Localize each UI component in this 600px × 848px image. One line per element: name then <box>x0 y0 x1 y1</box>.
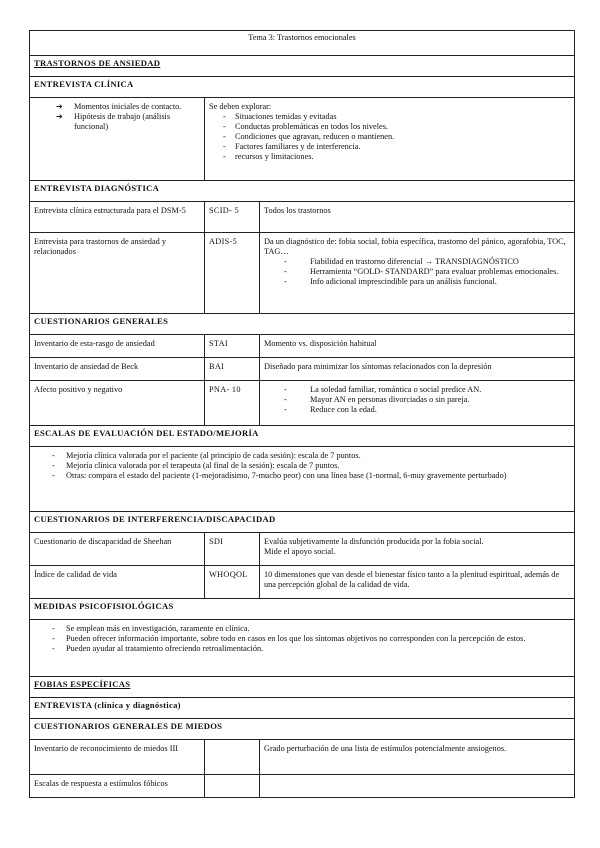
heading-escalas: ESCALAS DE EVALUACIÓN DEL ESTADO/MEJORÍA <box>30 426 575 447</box>
arrow-icon: ➔ <box>56 102 63 111</box>
heading-cuestionarios-generales: CUESTIONARIOS GENERALES <box>30 314 575 335</box>
escalas-fobicos-abbr <box>205 775 260 798</box>
stai-desc: Momento vs. disposición habitual <box>260 335 575 358</box>
list-item: ➔ Momentos iniciales de contacto. <box>56 102 182 111</box>
document-table <box>29 30 575 798</box>
pna-desc <box>260 381 575 426</box>
list-item: - Fiabilidad en trastorno diferencial → TRANSDIAGNÓSTICO <box>264 257 570 267</box>
escalas-list <box>30 447 575 512</box>
sdi-name: Cuestionario de discapacidad de Sheehan <box>30 533 205 566</box>
list-item: - Factores familiares y de interferencia. <box>213 142 570 152</box>
adis-abbr: ADIS-5 <box>205 233 260 314</box>
bai-desc: Diseñado para minimizar los síntomas relacionados con la depresión <box>260 358 575 381</box>
list-item: - Pueden ayudar al tratamiento ofreciendo retroalimentación. <box>44 644 570 654</box>
list-item: - Mejoría clínica valorada por el terapeuta (al final de la sesión): escala de 7 puntos. <box>44 461 570 471</box>
pna-abbr: PNA- 10 <box>205 381 260 426</box>
whoqol-desc: 10 dimensiones que van desde el bienestar físico tanto a la plenitud espiritual, además de una percepción global de la calidad de vida. <box>260 566 575 599</box>
bai-abbr: BAI <box>205 358 260 381</box>
list-item: - Herramienta “GOLD- STANDARD” para evaluar problemas emocionales. <box>264 267 570 277</box>
explore-intro: Se deben explorar: <box>209 102 272 111</box>
list-item: - Pueden ofrecer información importante, sobre todo en casos en los que los síntomas objetivos no corresponden con la percepción de estos. <box>44 634 570 644</box>
adis-name: Entrevista para trastornos de ansiedad y relacionados <box>30 233 205 314</box>
list-item: - Mayor AN en personas divorciadas o sin pareja. <box>264 395 570 405</box>
section-heading-ansiedad: TRASTORNOS DE ANSIEDAD <box>30 56 575 77</box>
list-item: - Situaciones temidas y evitadas <box>213 112 570 122</box>
psicofisiologicas-list <box>30 620 575 677</box>
heading-interferencia: CUESTIONARIOS DE INTERFERENCIA/DISCAPACIDAD <box>30 512 575 533</box>
heading-entrevista-diagnostica: ENTREVISTA DIAGNÓSTICA <box>30 181 575 202</box>
list-item: - La soledad familiar, romántica o social predice AN. <box>264 385 570 395</box>
entrevista-clinica-right <box>205 98 575 181</box>
list-item: - Otras: compara el estado del paciente (1-mejoradísimo, 7-mucho peor) con una línea base (1-normal, 6-muy gravemente perturbado) <box>44 471 570 481</box>
list-item: - Info adicional imprescindible para un análisis funcional. <box>264 277 570 287</box>
list-item: - Mejoría clínica valorada por el paciente (al principio de cada sesión): escala de 7 puntos. <box>44 451 570 461</box>
entrevista-clinica-left <box>30 98 205 181</box>
list-item: - recursos y limitaciones. <box>213 152 570 162</box>
escalas-fobicos-desc <box>260 775 575 798</box>
list-item: - Reduce con la edad. <box>264 405 570 415</box>
adis-desc <box>260 233 575 314</box>
fss-desc: Grado perturbación de una lista de estímulos potencialmente ansiogenos. <box>260 740 575 775</box>
scid-abbr: SCID- 5 <box>205 202 260 233</box>
fss-abbr <box>205 740 260 775</box>
scid-name: Entrevista clínica estructurada para el DSM-5 <box>30 202 205 233</box>
fss-name: Inventario de reconocimiento de miedos III <box>30 740 205 775</box>
list-item: - Condiciones que agravan, reducen o mantienen. <box>213 132 570 142</box>
heading-entrevista-clinica: ENTREVISTA CLÍNICA <box>30 77 575 98</box>
section-heading-fobias: FOBIAS ESPECÍFICAS <box>30 677 575 698</box>
arrow-icon: ➔ <box>56 112 63 121</box>
stai-abbr: STAI <box>205 335 260 358</box>
adis-summary: Da un diagnóstico de: fobia social, fobia específica, trastorno del pánico, agorafobia, TOC, TAG… <box>264 237 566 256</box>
whoqol-name: Índice de calidad de vida <box>30 566 205 599</box>
list-item: - Conductas problemáticas en todos los niveles. <box>213 122 570 132</box>
sdi-abbr: SDI <box>205 533 260 566</box>
document-title: Tema 3: Trastornos emocionales <box>30 31 575 56</box>
escalas-fobicos-name: Escalas de respuesta a estímulos fóbicos <box>30 775 205 798</box>
heading-entrevista-fobias: ENTREVISTA (clínica y diagnóstica) <box>30 698 575 719</box>
sdi-desc-line: Mide el apoyo social. <box>264 547 336 556</box>
list-item: - Se emplean más en investigación, raramente en clínica. <box>44 624 570 634</box>
heading-cuestionarios-miedos: CUESTIONARIOS GENERALES DE MIEDOS <box>30 719 575 740</box>
bai-name: Inventario de ansiedad de Beck <box>30 358 205 381</box>
sdi-desc-line: Evalúa subjetivamente la disfunción producida por la fobia social. <box>264 537 484 546</box>
scid-desc: Todos los trastornos <box>260 202 575 233</box>
pna-name: Afecto positivo y negativo <box>30 381 205 426</box>
stai-name: Inventario de esta-rasgo de ansiedad <box>30 335 205 358</box>
whoqol-abbr: WHOQOL <box>205 566 260 599</box>
sdi-desc <box>260 533 575 566</box>
heading-psicofisiologicas: MEDIDAS PSICOFISIOLÓGICAS <box>30 599 575 620</box>
list-item: ➔ Hipótesis de trabajo (análisis funcional) <box>56 112 171 131</box>
